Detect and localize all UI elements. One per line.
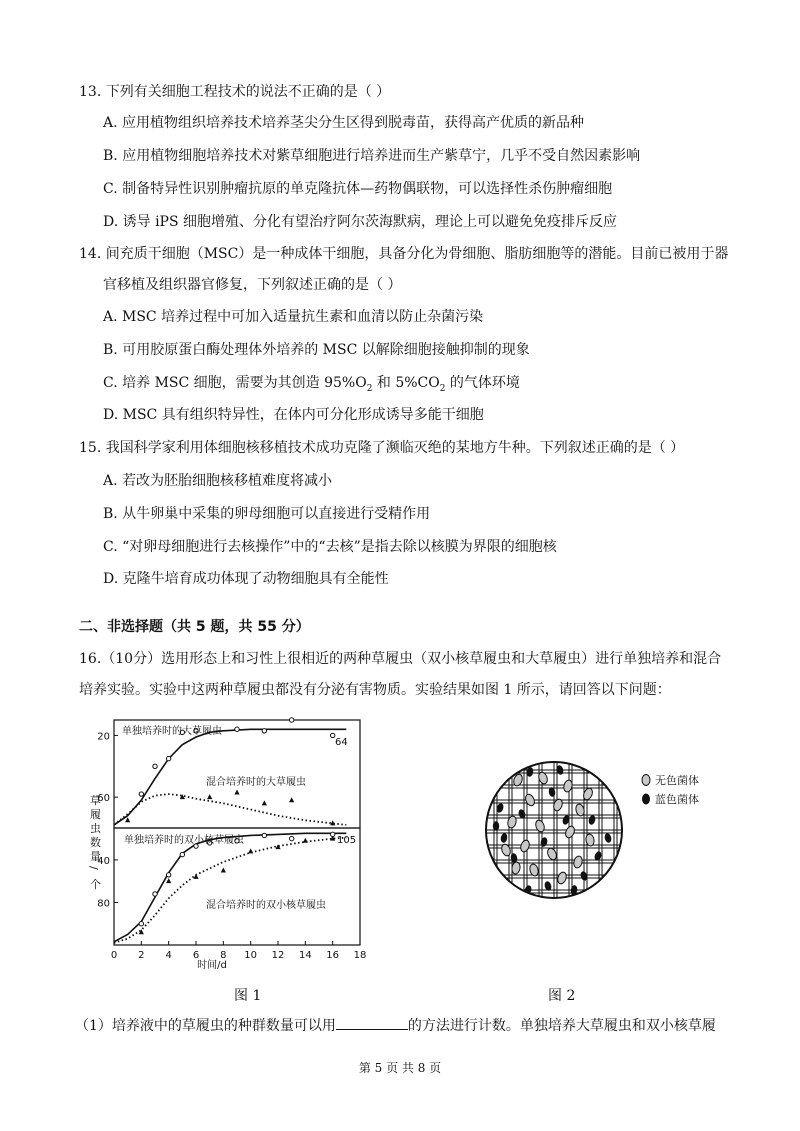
data-point-mixed xyxy=(207,794,212,799)
q13-option-b[interactable]: B. 应用植物细胞培养技术对紫草细胞进行培养进而生产紫草宁，几乎不受自然因素影响 xyxy=(103,148,641,164)
blue-cell xyxy=(493,821,499,831)
q14-stem-line1: 14. 间充质干细胞（MSC）是一种成体干细胞，具备分化为骨细胞、脂肪细胞等的潜能。目前已被用于器 xyxy=(79,246,729,262)
label-lower-single: 单独培养时的双小核草履虫 xyxy=(124,835,244,846)
y-tick-label: 80 xyxy=(97,898,110,910)
answer-blank[interactable] xyxy=(336,1015,408,1030)
label-lower-mixed: 混合培养时的双小核草履虫 xyxy=(206,900,326,911)
y-tick-label: 20 xyxy=(97,731,110,743)
q14-option-a[interactable]: A. MSC 培养过程中可加入适量抗生素和血清以防止杂菌污染 xyxy=(103,309,484,325)
data-point-mixed xyxy=(234,790,239,795)
legend-colorless-label: 无色菌体 xyxy=(655,774,699,787)
q15-stem: 15. 我国科学家利用体细胞核移植技术成功克隆了濒临灭绝的某地方牛种。下列叙述正确的是（ ） xyxy=(79,440,685,456)
x-tick-label: 0 xyxy=(110,950,118,961)
q14-option-c-prefix: C. 培养 MSC 细胞，需要为其创造 95%O xyxy=(103,375,367,391)
figure2-caption: 图 2 xyxy=(548,988,576,1004)
data-point-single xyxy=(139,922,143,926)
figure1-caption: 图 1 xyxy=(234,988,262,1004)
q15-option-d[interactable]: D. 克隆牛培育成功体现了动物细胞具有全能性 xyxy=(103,571,389,587)
data-point-mixed xyxy=(221,868,226,873)
data-point-mixed xyxy=(248,848,253,853)
y-axis-label-char: 履 xyxy=(90,808,101,821)
data-point-mixed xyxy=(166,878,171,883)
data-point-single xyxy=(262,729,266,733)
subscript-2: 2 xyxy=(439,383,446,394)
y-axis-label-char: 虫 xyxy=(90,822,101,835)
x-tick-label: 2 xyxy=(138,950,145,961)
label-upper-single: 单独培养时的大草履虫 xyxy=(122,726,222,737)
y-axis-label-char: / xyxy=(87,866,100,870)
q15-option-b[interactable]: B. 从牛卵巢中采集的卵母细胞可以直接进行受精作用 xyxy=(103,506,431,522)
data-point-single xyxy=(166,756,170,760)
data-point-single xyxy=(262,833,266,837)
data-point-single xyxy=(235,727,239,731)
y-axis-label-char: 数 xyxy=(90,836,101,849)
q13-option-a[interactable]: A. 应用植物组织培养技术培养茎尖分生区得到脱毒苗，获得高产优质的新品种 xyxy=(103,115,585,131)
q14-option-d[interactable]: D. MSC 具有组织特异性，在体内可分化形成诱导多能干细胞 xyxy=(103,407,484,423)
data-point-single xyxy=(153,892,157,896)
q13-option-d[interactable]: D. 诱导 iPS 细胞增殖、分化有望治疗阿尔茨海默病，理论上可以避免免疫排斥反应 xyxy=(103,214,618,230)
q14-option-c-suffix: 的气体环境 xyxy=(445,375,520,391)
q14-option-c[interactable] xyxy=(103,373,520,399)
q16-sub1 xyxy=(75,1015,716,1036)
y-axis-label-char: 草 xyxy=(90,794,101,807)
x-tick-label: 12 xyxy=(271,950,285,961)
data-point-single xyxy=(289,836,293,840)
q15-option-a[interactable]: A. 若改为胚胎细胞核移植难度将减小 xyxy=(103,473,333,489)
figure2-diagram xyxy=(470,750,720,920)
q16-stem-line1: 16.（10分）选用形态上和习性上很相近的两种草履虫（双小核草履虫和大草履虫）进行单独培养和混合 xyxy=(79,651,722,667)
page-footer: 第 5 页 共 8 页 xyxy=(358,1061,442,1075)
x-axis-label: 时间/d xyxy=(197,960,227,971)
legend-colorless-icon xyxy=(642,775,650,786)
data-point-single xyxy=(153,764,157,768)
y-tick-label: 40 xyxy=(97,855,110,867)
x-tick-label: 10 xyxy=(244,950,258,961)
x-tick-label: 8 xyxy=(220,950,227,961)
q14-stem-line2: 官移植及组织器官修复，下列叙述正确的是（ ） xyxy=(103,277,402,293)
legend-blue-label: 蓝色菌体 xyxy=(655,793,699,806)
x-tick-label: 14 xyxy=(298,950,312,961)
q15-option-c[interactable]: C. “对卵母细胞进行去核操作”中的“去核”是指去除以核膜为界限的细胞核 xyxy=(103,539,557,555)
q14-option-b[interactable]: B. 可用胶原蛋白酶处理体外培养的 MSC 以解除细胞接触抑制的现象 xyxy=(103,342,530,358)
y-axis-label-char: 个 xyxy=(90,878,101,891)
legend-blue-icon xyxy=(642,794,650,805)
q14-option-c-mid: 和 5%CO xyxy=(372,375,440,391)
x-tick-label: 6 xyxy=(192,950,200,961)
figure1-chart xyxy=(82,712,382,976)
series-line-single xyxy=(114,833,346,942)
q16-sub1-prefix: （1）培养液中的草履虫的种群数量可以用 xyxy=(75,1018,336,1034)
data-point-single xyxy=(289,718,293,722)
data-point-single xyxy=(166,873,170,877)
data-point-mixed xyxy=(289,797,294,802)
x-tick-label: 16 xyxy=(326,950,340,961)
q13-stem: 13. 下列有关细胞工程技术的说法不正确的是（ ） xyxy=(79,84,391,100)
y-axis-label-char: 量 xyxy=(90,850,101,863)
data-point-mixed xyxy=(193,874,198,879)
x-tick-label: 4 xyxy=(165,950,172,961)
data-point-single xyxy=(139,792,143,796)
q13-option-c[interactable]: C. 制备特异性识别肿瘤抗原的单克隆抗体—药物偶联物，可以选择性杀伤肿瘤细胞 xyxy=(103,181,613,197)
data-point-single xyxy=(180,852,184,856)
value-lower-end: 105 xyxy=(337,835,357,846)
x-tick-label: 18 xyxy=(353,950,367,961)
data-point-mixed xyxy=(125,817,130,822)
value-upper-end: 64 xyxy=(335,737,348,748)
q16-sub1-suffix: 的方法进行计数。单独培养大草履虫和双小核草履 xyxy=(407,1018,716,1034)
label-upper-mixed: 混合培养时的大草履虫 xyxy=(206,777,306,788)
series-line-mixed xyxy=(114,838,346,943)
data-point-mixed xyxy=(303,838,308,843)
q16-stem-line2: 培养实验。实验中这两种草履虫都没有分泌有害物质。实验结果如图 1 所示，请回答以下问题： xyxy=(79,682,671,698)
series-line-mixed xyxy=(114,794,346,825)
y-tick-label: 60 xyxy=(97,793,110,805)
section-heading: 二、非选择题（共 5 题，共 55 分） xyxy=(79,619,310,635)
data-point-mixed xyxy=(262,800,267,805)
subscript-2: 2 xyxy=(366,383,373,394)
